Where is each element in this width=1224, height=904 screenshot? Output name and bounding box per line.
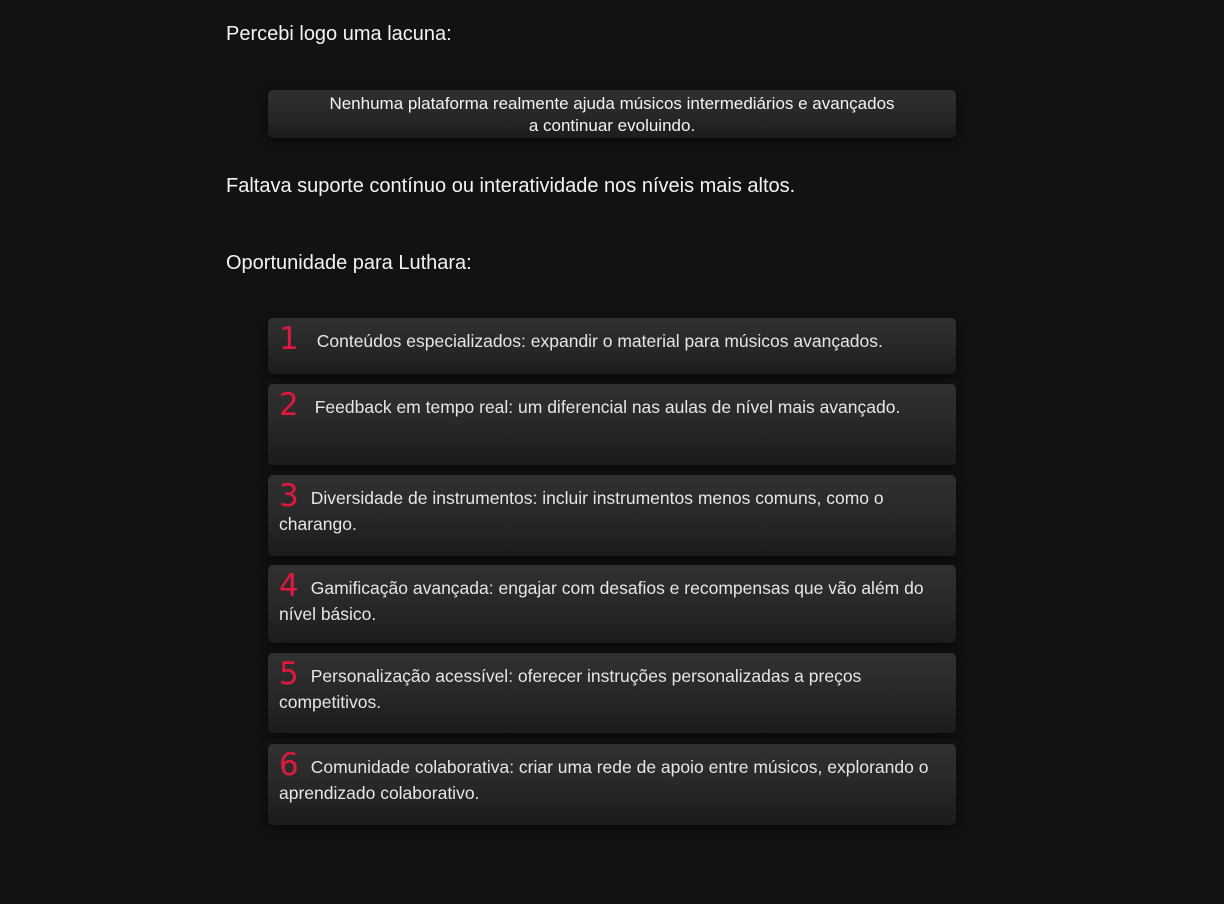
opportunity-item [268,744,956,825]
opportunity-item [268,653,956,733]
item-text: Comunidade colaborativa: criar uma rede de apoio entre músicos, explorando o aprendizado colaborativo. [279,757,929,803]
item-text: Diversidade de instrumentos: incluir instrumentos menos comuns, como o charango. [279,488,884,534]
intro-text: Percebi logo uma lacuna: [226,23,452,45]
item-text: Gamificação avançada: engajar com desafios e recompensas que vão além do nível básico. [279,578,924,624]
item-number: 6 [279,747,299,783]
opportunity-item [268,475,956,556]
item-number: 4 [279,568,299,604]
gap-statement: Faltava suporte contínuo ou interatividade nos níveis mais altos. [226,175,796,197]
item-number: 3 [279,478,299,514]
opportunity-item [268,384,956,465]
quote-line-1: Nenhuma plataforma realmente ajuda músicos intermediários e avançados [329,94,895,113]
item-number: 2 [279,387,299,423]
opportunity-item [268,565,956,643]
quote-line-2: a continuar evoluindo. [528,116,696,135]
item-number: 1 [279,321,299,357]
item-number: 5 [279,656,299,692]
opportunity-title: Oportunidade para Luthara: [226,252,472,274]
item-text: Personalização acessível: oferecer instruções personalizadas a preços competitivos. [279,666,862,712]
quote-box [268,90,956,138]
item-text: Feedback em tempo real: um diferencial nas aulas de nível mais avançado. [314,397,901,417]
opportunity-item [268,318,956,374]
item-text: Conteúdos especializados: expandir o material para músicos avançados. [316,331,883,351]
